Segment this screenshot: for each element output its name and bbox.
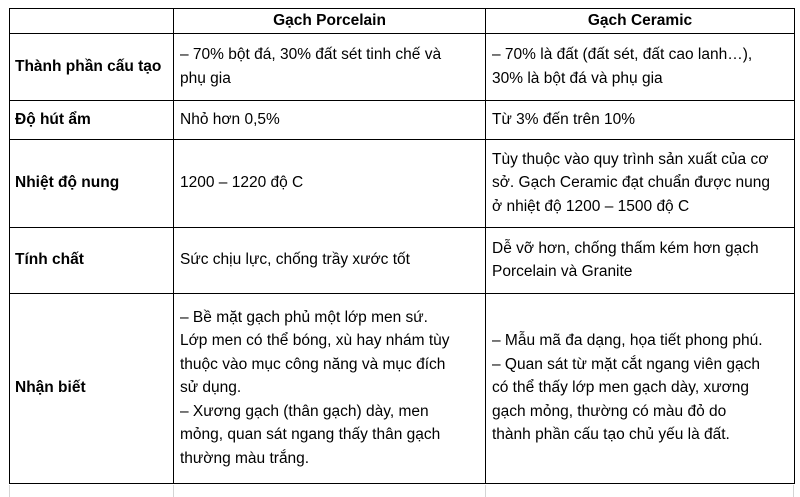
column-header-porcelain[interactable]: Gạch Porcelain (174, 9, 486, 34)
row-label-identification[interactable]: Nhận biết (10, 293, 174, 483)
row-label-absorption[interactable]: Độ hút ẩm (10, 100, 174, 139)
row-label-composition[interactable]: Thành phần cấu tạo (10, 33, 174, 100)
comparison-table (9, 8, 795, 484)
cell-ceramic-absorption[interactable]: Từ 3% đến trên 10% (486, 100, 795, 139)
cell-porcelain-firing-temperature[interactable]: 1200 – 1220 độ C (174, 139, 486, 227)
cell-porcelain-absorption[interactable]: Nhỏ hơn 0,5% (174, 100, 486, 139)
corner-cell[interactable] (10, 9, 174, 34)
row-label-firing-temperature[interactable]: Nhiệt độ nung (10, 139, 174, 227)
table-row-composition (10, 33, 795, 100)
cell-ceramic-composition[interactable]: – 70% là đất (đất sét, đất cao lanh…), 30% là bột đá và phụ gia (486, 33, 795, 100)
table-row-properties (10, 227, 795, 293)
gridline (793, 485, 794, 497)
cell-ceramic-identification[interactable]: – Mẫu mã đa dạng, họa tiết phong phú. – Quan sát từ mặt cắt ngang viên gạch có thể thấy lớp men gạch dày, xương gạch mỏng, thường có màu đỏ do thành phần cấu tạo chủ yếu là đất. (486, 293, 795, 483)
cell-porcelain-composition[interactable]: – 70% bột đá, 30% đất sét tinh chế và phụ gia (174, 33, 486, 100)
gridline (173, 485, 174, 497)
cell-ceramic-firing-temperature[interactable]: Tùy thuộc vào quy trình sản xuất của cơ sở. Gạch Ceramic đạt chuẩn được nung ở nhiệt độ 1200 – 1500 độ C (486, 139, 795, 227)
gridline (9, 485, 10, 497)
column-header-ceramic[interactable]: Gạch Ceramic (486, 9, 795, 34)
gridline (485, 485, 486, 497)
cell-ceramic-properties[interactable]: Dễ vỡ hơn, chống thấm kém hơn gạch Porcelain và Granite (486, 227, 795, 293)
table-row-absorption (10, 100, 795, 139)
header-row (10, 9, 795, 34)
table-row-firing-temperature (10, 139, 795, 227)
row-label-properties[interactable]: Tính chất (10, 227, 174, 293)
cell-porcelain-identification[interactable]: – Bề mặt gạch phủ một lớp men sứ. Lớp men có thể bóng, xù hay nhám tùy thuộc vào mục công năng và mục đích sử dụng. – Xương gạch (thân gạch) dày, men mỏng, quan sát ngang thấy thân gạch thường màu trắng. (174, 293, 486, 483)
cell-porcelain-properties[interactable]: Sức chịu lực, chống trầy xước tốt (174, 227, 486, 293)
table-row-identification (10, 293, 795, 483)
